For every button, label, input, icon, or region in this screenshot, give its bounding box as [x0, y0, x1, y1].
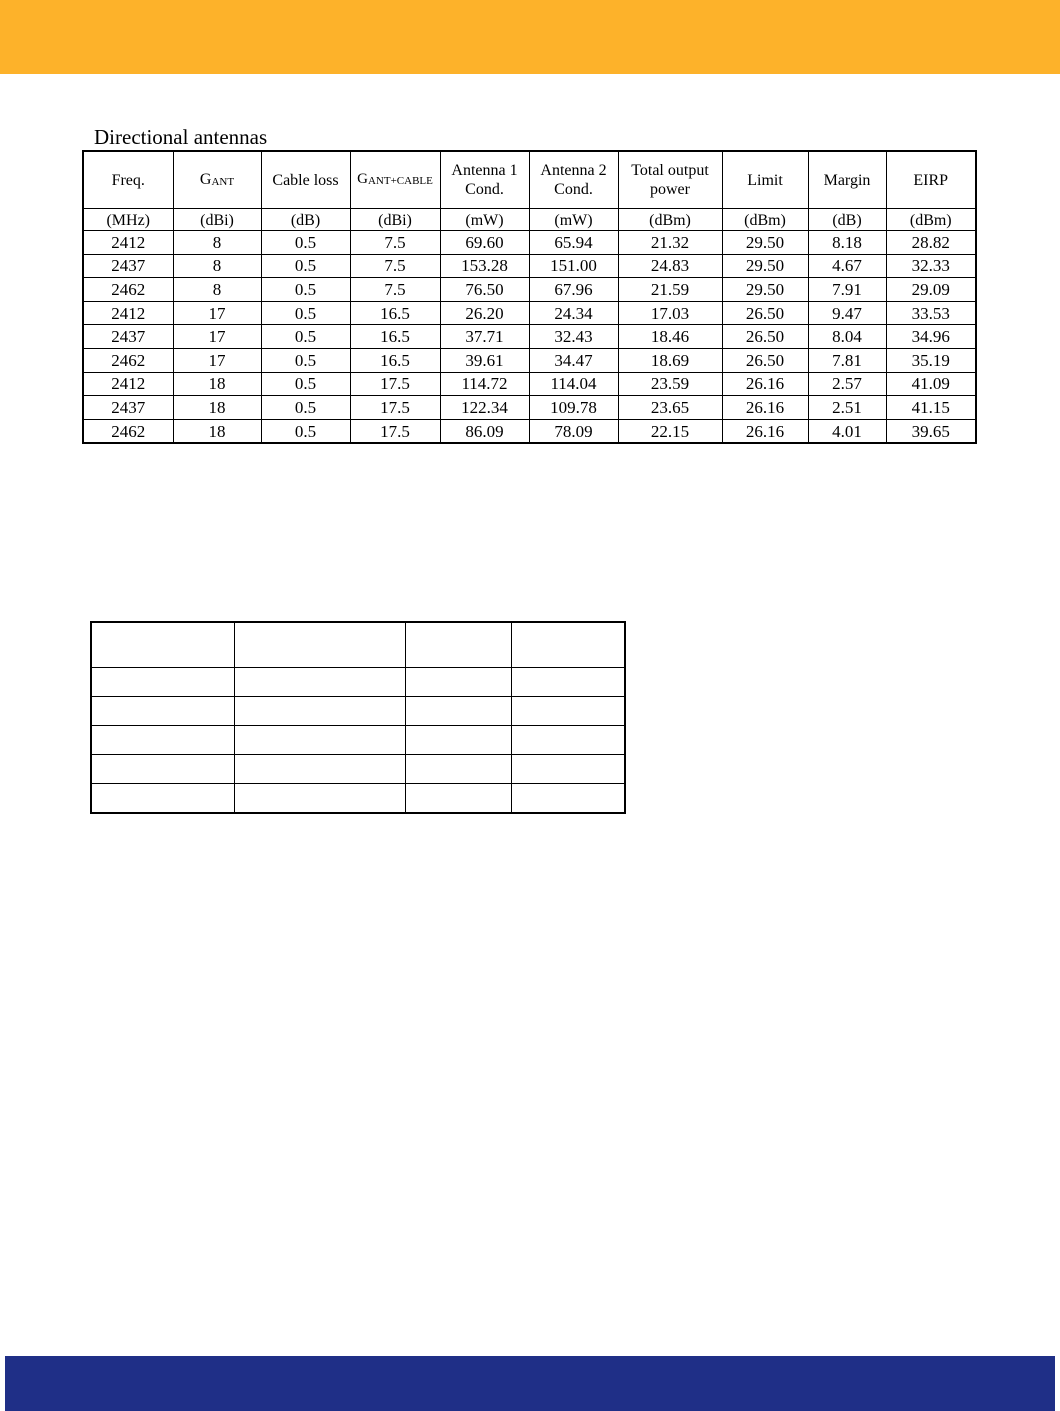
table-cell: 0.5 [261, 396, 350, 420]
empty-cell [234, 784, 405, 814]
table-cell: 32.33 [886, 254, 976, 278]
table-cell: 0.5 [261, 278, 350, 302]
empty-cell [91, 726, 234, 755]
table-cell: 0.5 [261, 254, 350, 278]
table-cell: 17 [173, 301, 261, 325]
table-row [83, 301, 976, 325]
table-row [83, 325, 976, 349]
section-title: Directional antennas [94, 125, 268, 149]
empty-cell [511, 784, 625, 814]
table-row [83, 396, 976, 420]
table-cell: 7.5 [350, 231, 440, 255]
header-antenna1: Antenna 1 Cond. [440, 151, 529, 209]
table-cell: 0.5 [261, 301, 350, 325]
empty-cell [511, 622, 625, 668]
table-cell: 37.71 [440, 325, 529, 349]
table-row [83, 419, 976, 443]
empty-cell [405, 784, 511, 814]
empty-cell [511, 697, 625, 726]
empty-cell [91, 697, 234, 726]
table-cell: 26.16 [722, 419, 808, 443]
table-cell: 21.59 [618, 278, 722, 302]
table-cell: 2437 [83, 254, 173, 278]
empty-cell [405, 622, 511, 668]
table-cell: 28.82 [886, 231, 976, 255]
empty-cell [234, 668, 405, 697]
unit-cell: (dBm) [886, 209, 976, 231]
table-cell: 114.72 [440, 372, 529, 396]
empty-cell [91, 755, 234, 784]
table-cell: 21.32 [618, 231, 722, 255]
unit-cell: (dBi) [350, 209, 440, 231]
table-cell: 35.19 [886, 348, 976, 372]
table-cell: 26.16 [722, 396, 808, 420]
table-cell: 26.50 [722, 325, 808, 349]
table-cell: 76.50 [440, 278, 529, 302]
table-cell: 8.18 [808, 231, 886, 255]
header-margin: Margin [808, 151, 886, 209]
unit-cell: (MHz) [83, 209, 173, 231]
table-cell: 29.50 [722, 254, 808, 278]
table-row [91, 668, 625, 697]
table-cell: 2462 [83, 419, 173, 443]
table-cell: 18 [173, 419, 261, 443]
table-cell: 8 [173, 254, 261, 278]
unit-cell: (dB) [261, 209, 350, 231]
table-cell: 32.43 [529, 325, 618, 349]
table-cell: 4.01 [808, 419, 886, 443]
empty-cell [405, 726, 511, 755]
table-cell: 41.09 [886, 372, 976, 396]
table-cell: 26.50 [722, 301, 808, 325]
table-row [91, 622, 625, 668]
table-cell: 33.53 [886, 301, 976, 325]
table-cell: 34.96 [886, 325, 976, 349]
table-cell: 7.91 [808, 278, 886, 302]
empty-cell [91, 784, 234, 814]
table-cell: 86.09 [440, 419, 529, 443]
table-cell: 153.28 [440, 254, 529, 278]
table-cell: 17.5 [350, 372, 440, 396]
empty-cell [91, 622, 234, 668]
table-cell: 0.5 [261, 231, 350, 255]
table-cell: 17 [173, 325, 261, 349]
table-cell: 9.47 [808, 301, 886, 325]
footer-band [5, 1356, 1055, 1411]
table-cell: 2412 [83, 231, 173, 255]
table-row [91, 726, 625, 755]
table-cell: 8.04 [808, 325, 886, 349]
table-cell: 18 [173, 372, 261, 396]
units-row [83, 209, 976, 231]
table-cell: 39.61 [440, 348, 529, 372]
table-cell: 26.20 [440, 301, 529, 325]
table-cell: 34.47 [529, 348, 618, 372]
unit-cell: (dBi) [173, 209, 261, 231]
table-cell: 2437 [83, 325, 173, 349]
table-cell: 16.5 [350, 325, 440, 349]
table-cell: 2462 [83, 348, 173, 372]
empty-cell [234, 697, 405, 726]
table-cell: 29.09 [886, 278, 976, 302]
table-row [91, 697, 625, 726]
table-cell: 24.83 [618, 254, 722, 278]
table-cell: 16.5 [350, 348, 440, 372]
table-cell: 39.65 [886, 419, 976, 443]
empty-cell [405, 755, 511, 784]
empty-cell [234, 726, 405, 755]
header-cable-loss: Cable loss [261, 151, 350, 209]
table-cell: 122.34 [440, 396, 529, 420]
table-cell: 69.60 [440, 231, 529, 255]
table-row [91, 755, 625, 784]
table-cell: 18.46 [618, 325, 722, 349]
table-cell: 29.50 [722, 278, 808, 302]
table-cell: 0.5 [261, 419, 350, 443]
table-row [83, 254, 976, 278]
header-eirp: EIRP [886, 151, 976, 209]
table-cell: 109.78 [529, 396, 618, 420]
header-freq: Freq. [83, 151, 173, 209]
table-cell: 2.51 [808, 396, 886, 420]
header-gant: $G_{ANT}$ [173, 151, 261, 209]
table-cell: 16.5 [350, 301, 440, 325]
empty-cell [234, 755, 405, 784]
table-cell: 7.81 [808, 348, 886, 372]
empty-cell [405, 697, 511, 726]
table-cell: 2462 [83, 278, 173, 302]
table-cell: 17.5 [350, 419, 440, 443]
table-cell: 17 [173, 348, 261, 372]
table-cell: 41.15 [886, 396, 976, 420]
table-cell: 0.5 [261, 325, 350, 349]
empty-cell [91, 668, 234, 697]
table-cell: 2412 [83, 372, 173, 396]
table-row [83, 278, 976, 302]
table-cell: 2412 [83, 301, 173, 325]
unit-cell: (mW) [440, 209, 529, 231]
table-cell: 114.04 [529, 372, 618, 396]
table-cell: 151.00 [529, 254, 618, 278]
table-row [83, 372, 976, 396]
empty-cell [234, 622, 405, 668]
table-cell: 17.03 [618, 301, 722, 325]
unit-cell: (dBm) [618, 209, 722, 231]
empty-cell [511, 668, 625, 697]
header-antenna2: Antenna 2 Cond. [529, 151, 618, 209]
unit-cell: (mW) [529, 209, 618, 231]
table-cell: 26.50 [722, 348, 808, 372]
header-band [0, 0, 1060, 74]
empty-cell [405, 668, 511, 697]
table-row [83, 348, 976, 372]
header-gant-cable: $G_{ANT+CABLE}$ [350, 151, 440, 209]
table-cell: 23.59 [618, 372, 722, 396]
header-limit: Limit [722, 151, 808, 209]
table-cell: 7.5 [350, 254, 440, 278]
table-cell: 2437 [83, 396, 173, 420]
table-cell: 2.57 [808, 372, 886, 396]
empty-cell [511, 755, 625, 784]
table-cell: 8 [173, 231, 261, 255]
empty-cell [511, 726, 625, 755]
table-cell: 26.16 [722, 372, 808, 396]
table-cell: 29.50 [722, 231, 808, 255]
table-cell: 22.15 [618, 419, 722, 443]
directional-antennas-table [82, 150, 977, 444]
header-total-output: Total output power [618, 151, 722, 209]
table-cell: 0.5 [261, 372, 350, 396]
table-cell: 65.94 [529, 231, 618, 255]
unit-cell: (dB) [808, 209, 886, 231]
table-cell: 18 [173, 396, 261, 420]
table-row [91, 784, 625, 814]
empty-table [90, 621, 626, 814]
table-cell: 67.96 [529, 278, 618, 302]
table-cell: 4.67 [808, 254, 886, 278]
header-row [83, 151, 976, 209]
table-cell: 7.5 [350, 278, 440, 302]
table-cell: 8 [173, 278, 261, 302]
table-cell: 17.5 [350, 396, 440, 420]
table-cell: 78.09 [529, 419, 618, 443]
table-cell: 18.69 [618, 348, 722, 372]
table-cell: 24.34 [529, 301, 618, 325]
table-cell: 23.65 [618, 396, 722, 420]
unit-cell: (dBm) [722, 209, 808, 231]
table-row [83, 231, 976, 255]
table-cell: 0.5 [261, 348, 350, 372]
